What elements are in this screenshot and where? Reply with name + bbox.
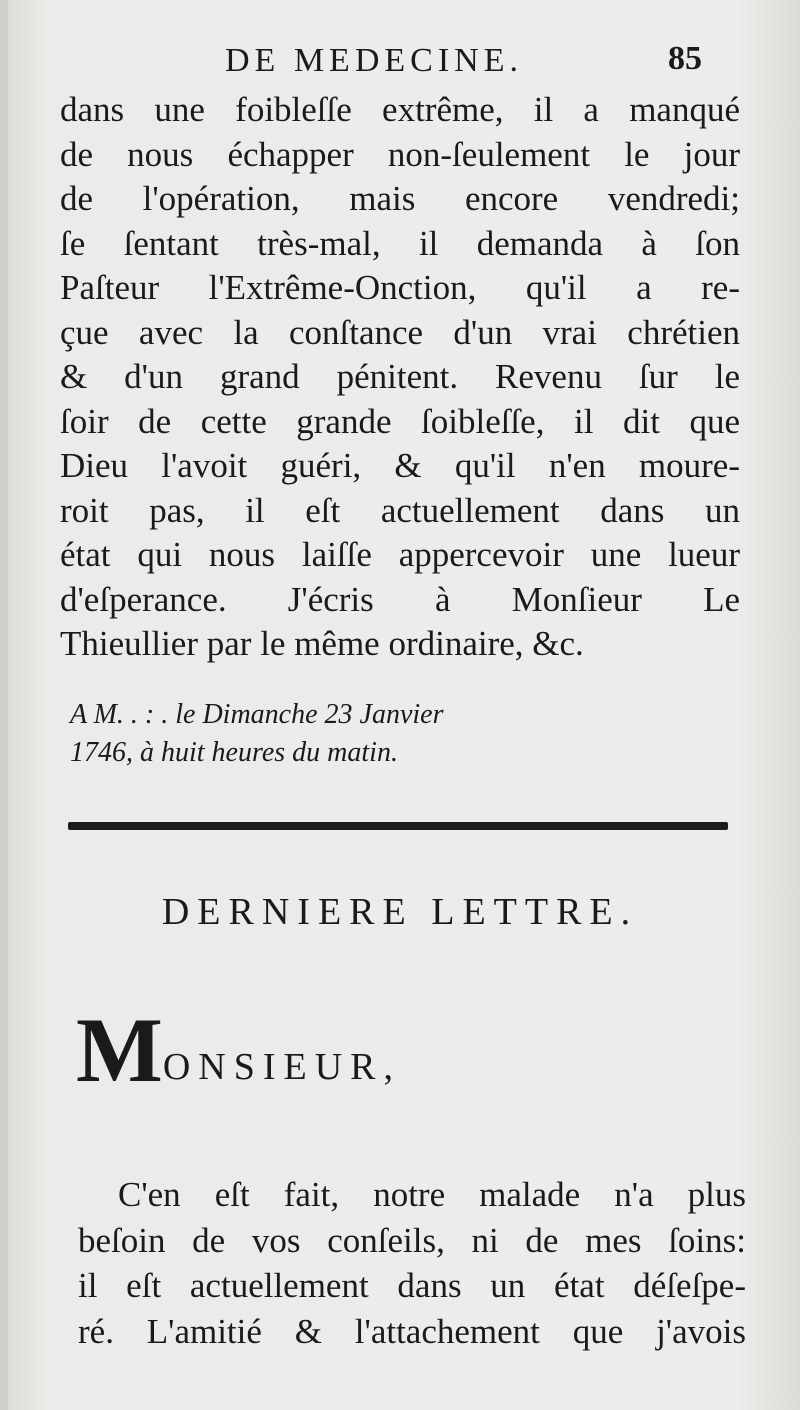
text-line: C'en eſt fait, notre malade n'a plus (118, 1175, 746, 1214)
text-line: ſe ſentant très-mal, il demanda à ſon (60, 223, 740, 263)
running-head-title: DE MEDECINE. (225, 42, 523, 79)
text-line: de nous échapper non-ſeulement le jour (60, 134, 740, 174)
text-line: Paſteur l'Extrême-Onction, qu'il a re- (60, 268, 740, 307)
text-line: Thieullier par le même ordinaire, &c. (60, 624, 584, 663)
text-line: Dieu l'avoit guéri, & qu'il n'en moure- (60, 446, 740, 485)
text-line: d'eſperance. J'écris à Monſieur Le (60, 579, 740, 619)
page-edge (0, 0, 8, 1410)
salutation-rest: ONSIEUR, (162, 1046, 402, 1088)
page-number: 85 (668, 40, 702, 77)
section-divider (68, 822, 728, 830)
signoff-place-date: A M. . : . le Dimanche 23 Janvier (70, 699, 444, 730)
text-line: état qui nous laiſſe appercevoir une lueur (60, 535, 740, 574)
text-line: ſoir de cette grande ſoibleſſe, il dit que (60, 401, 740, 441)
text-line: ré. L'amitié & l'attachement que j'avois (78, 1311, 746, 1351)
text-line: çue avec la conſtance d'un vrai chrétien (60, 312, 740, 352)
text-line: roit pas, il eſt actuellement dans un (60, 490, 740, 530)
section-title: DERNIERE LETTRE. (161, 891, 639, 933)
text-line: dans une foibleſſe extrême, il a manqué (60, 90, 740, 129)
running-head (0, 40, 800, 84)
drop-capital: M (76, 999, 163, 1101)
letter-body (78, 1172, 746, 1354)
salutation (76, 999, 676, 1101)
text-line: il eſt actuellement dans un état déſeſpe- (78, 1266, 746, 1305)
body-paragraph (60, 88, 740, 667)
text-line: beſoin de vos conſeils, ni de mes ſoins: (78, 1220, 746, 1260)
text-line: & d'un grand pénitent. Revenu ſur le (60, 357, 740, 396)
signoff-year-time: 1746, à huit heures du matin. (70, 737, 398, 768)
letter-signoff (70, 696, 730, 772)
text-line: de l'opération, mais encore vendredi; (60, 179, 740, 218)
